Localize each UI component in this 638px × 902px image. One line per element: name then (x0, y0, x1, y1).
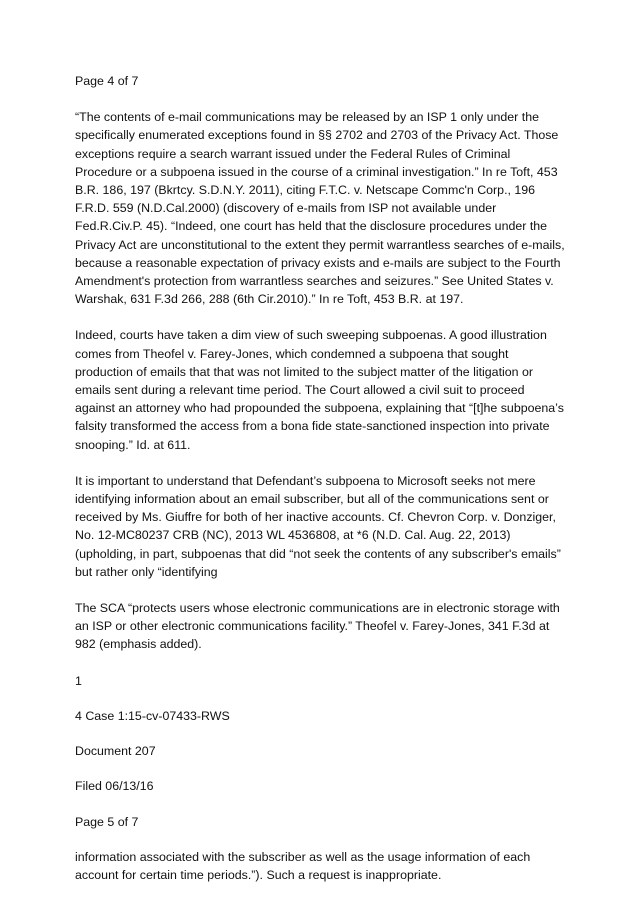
filed-date-line: Filed 06/13/16 (75, 779, 154, 794)
page-header-2: Page 5 of 7 (75, 814, 139, 829)
footnote-number: 1 (75, 673, 82, 688)
document-page (75, 72, 565, 902)
page-header: Page 4 of 7 (75, 74, 139, 88)
case-number-line: 4 Case 1:15-cv-07433-RWS (75, 708, 230, 723)
continuation-paragraph: information associated with the subscriber as well as the usage information of each account for certain time periods.”). Such a request is inappropriate. (75, 849, 531, 882)
paragraph-2: Indeed, courts have taken a dim view of such sweeping subpoenas. A good illustration comes from Theofel v. Farey-Jones, which condemned a subpoena that sought production of emails that that was not limited to the subject matter of the litigation or emails sent during a relevant time period. The Court allowed a civil suit to proceed against an attorney who had propounded the subpoena, explaining that “[t]he subpoena’s falsity transformed the access from a bona fide state-sanctioned inspection into private snooping.” Id. at 611. (75, 328, 564, 452)
paragraph-1: “The contents of e-mail communications may be released by an ISP 1 only under the specifically enumerated exceptions found in §§ 2702 and 2703 of the Privacy Act. Those exceptions require a search warrant issued under the Federal Rules of Criminal Procedure or a subpoena issued in the course of a criminal investigation.” In re Toft, 453 B.R. 186, 197 (Bkrtcy. S.D.N.Y. 2011), citing F.T.C. v. Netscape Commc'n Corp., 196 F.R.D. 559 (N.D.Cal.2000) (discovery of e-mails from ISP not available under Fed.R.Civ.P. 45). “Indeed, one court has held that the disclosure procedures under the Privacy Act are unconstitutional to the extent they permit warrantless searches of e-mails, because a reasonable expectation of privacy exists and e-mails are subject to the Fourth Amendment's protection from warrantless searches and seizures.” See United States v. Warshak, 631 F.3d 266, 288 (6th Cir.2010).” In re Toft, 453 B.R. at 197. (75, 110, 565, 307)
paragraph-3: It is important to understand that Defendant’s subpoena to Microsoft seeks not mere identifying information about an email subscriber, but all of the communications sent or received by Ms. Giuffre for both of her inactive accounts. Cf. Chevron Corp. v. Donziger, No. 12-MC80237 CRB (NC), 2013 WL 4536808, at *6 (N.D. Cal. Aug. 22, 2013) (upholding, in part, subpoenas that did “not seek the contents of any subscriber's emails” but rather only “identifying (75, 473, 561, 579)
paragraph-4: The SCA “protects users whose electronic communications are in electronic storage with an ISP or other electronic communications facility.” Theofel v. Farey-Jones, 341 F.3d at 982 (emphasis added). (75, 601, 560, 652)
document-number-line: Document 207 (75, 744, 156, 759)
